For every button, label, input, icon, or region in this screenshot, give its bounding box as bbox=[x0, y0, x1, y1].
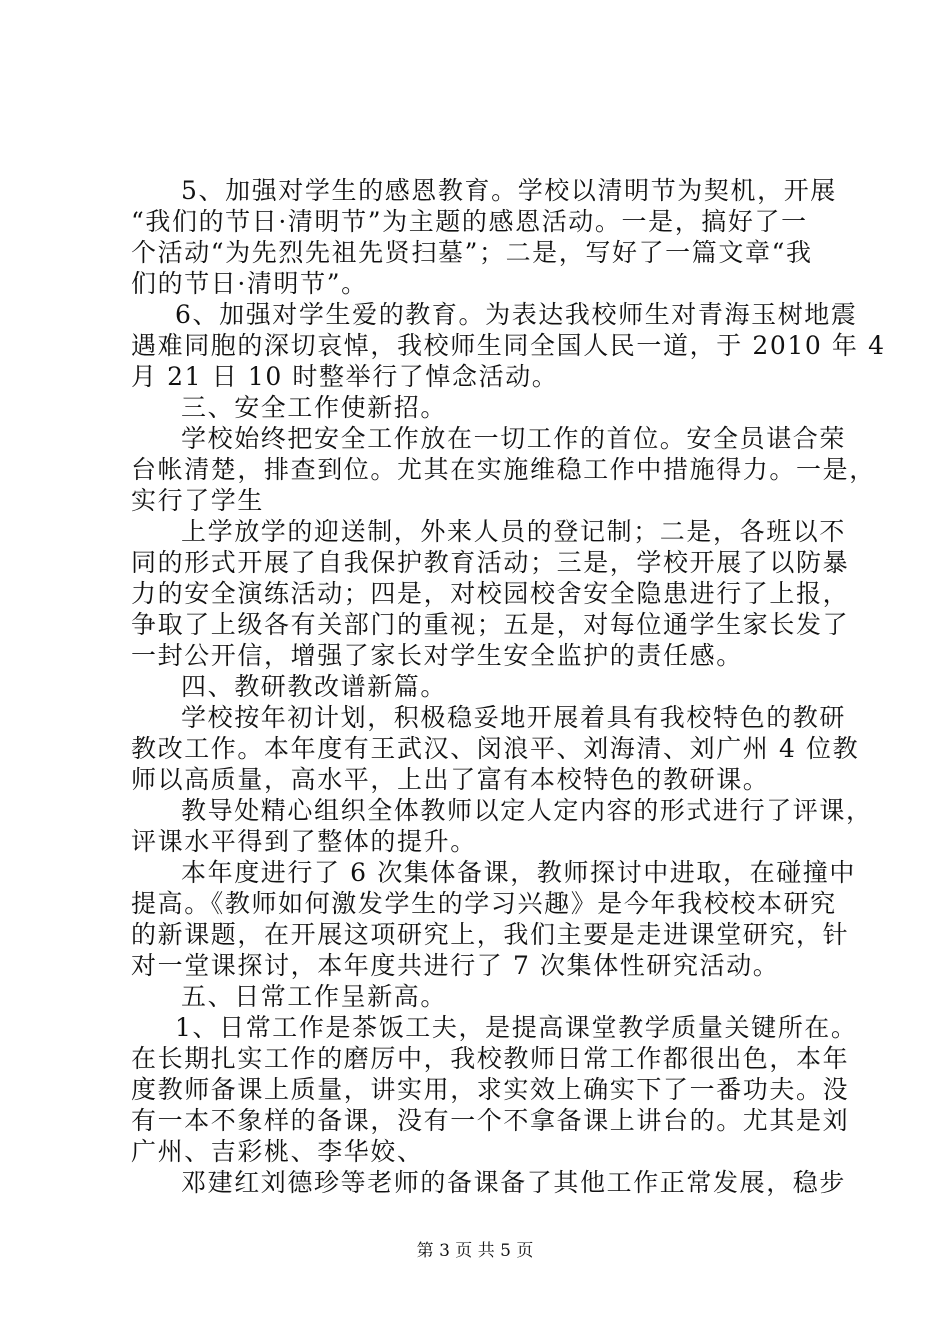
text-line: 提高。《教师如何激发学生的学习兴趣》是今年我校校本研究 bbox=[131, 889, 837, 918]
text-line: 遇难同胞的深切哀悼，我校师生同全国人民一道，于 2010 年 4 bbox=[131, 331, 886, 360]
section-heading: 四、教研教改谱新篇。 bbox=[181, 672, 448, 701]
text-line: 本年度进行了 6 次集体备课，教师探讨中进取，在碰撞中 bbox=[181, 858, 857, 887]
text-line: 月 21 日 10 时整举行了悼念活动。 bbox=[131, 362, 559, 391]
text-line: 6、加强对学生爱的教育。为表达我校师生对青海玉树地震 bbox=[175, 300, 858, 329]
text-line: 广州、吉彩桃、李华姣、 bbox=[131, 1137, 424, 1166]
text-line: 力的安全演练活动；四是，对校园校舍安全隐患进行了上报， bbox=[131, 579, 850, 608]
text-line: 对一堂课探讨，本年度共进行了 7 次集体性研究活动。 bbox=[131, 951, 780, 980]
text-line: 学校按年初计划，积极稳妥地开展着具有我校特色的教研 bbox=[181, 703, 847, 732]
text-line: “我们的节日·清明节”为主题的感恩活动。一是，搞好了一 bbox=[131, 207, 808, 236]
text-line: 教导处精心组织全体教师以定人定内容的形式进行了评课， bbox=[181, 796, 873, 825]
section-heading: 三、安全工作使新招。 bbox=[181, 393, 448, 422]
text-line: 上学放学的迎送制，外来人员的登记制；二是，各班以不 bbox=[181, 517, 847, 546]
text-line: 度教师备课上质量，讲实用，求实效上确实下了一番功夫。没 bbox=[131, 1075, 850, 1104]
text-line: 5、加强对学生的感恩教育。学校以清明节为契机，开展 bbox=[181, 176, 837, 205]
text-line: 们的节日·清明节”。 bbox=[131, 269, 368, 298]
text-line: 的新课题，在开展这项研究上，我们主要是走进课堂研究，针 bbox=[131, 920, 850, 949]
section-heading: 五、日常工作呈新高。 bbox=[181, 982, 448, 1011]
text-line: 同的形式开展了自我保护教育活动；三是，学校开展了以防暴 bbox=[131, 548, 850, 577]
text-line: 实行了学生 bbox=[131, 486, 265, 515]
text-line: 在长期扎实工作的磨厉中，我校教师日常工作都很出色，本年 bbox=[131, 1044, 850, 1073]
page-number-footer: 第 3 页 共 5 页 bbox=[416, 1241, 534, 1261]
text-line: 有一本不象样的备课，没有一个不拿备课上讲台的。尤其是刘 bbox=[131, 1106, 850, 1135]
text-line: 邓建红刘德珍等老师的备课备了其他工作正常发展，稳步 bbox=[181, 1168, 847, 1197]
text-line: 师以高质量，高水平，上出了富有本校特色的教研课。 bbox=[131, 765, 770, 794]
text-line: 争取了上级各有关部门的重视；五是，对每位通学生家长发了 bbox=[131, 610, 850, 639]
text-line: 1、日常工作是茶饭工夫，是提高课堂教学质量关键所在。 bbox=[175, 1013, 858, 1042]
text-line: 个活动“为先烈先祖先贤扫墓”；二是，写好了一篇文章“我 bbox=[131, 238, 813, 267]
text-line: 学校始终把安全工作放在一切工作的首位。安全员谌合荣 bbox=[181, 424, 847, 453]
text-line: 台帐清楚，排查到位。尤其在实施维稳工作中措施得力。一是， bbox=[131, 455, 876, 484]
text-line: 教改工作。本年度有王武汉、闵浪平、刘海清、刘广州 4 位教 bbox=[131, 734, 860, 763]
text-line: 一封公开信，增强了家长对学生安全监护的责任感。 bbox=[131, 641, 743, 670]
text-line: 评课水平得到了整体的提升。 bbox=[131, 827, 477, 856]
